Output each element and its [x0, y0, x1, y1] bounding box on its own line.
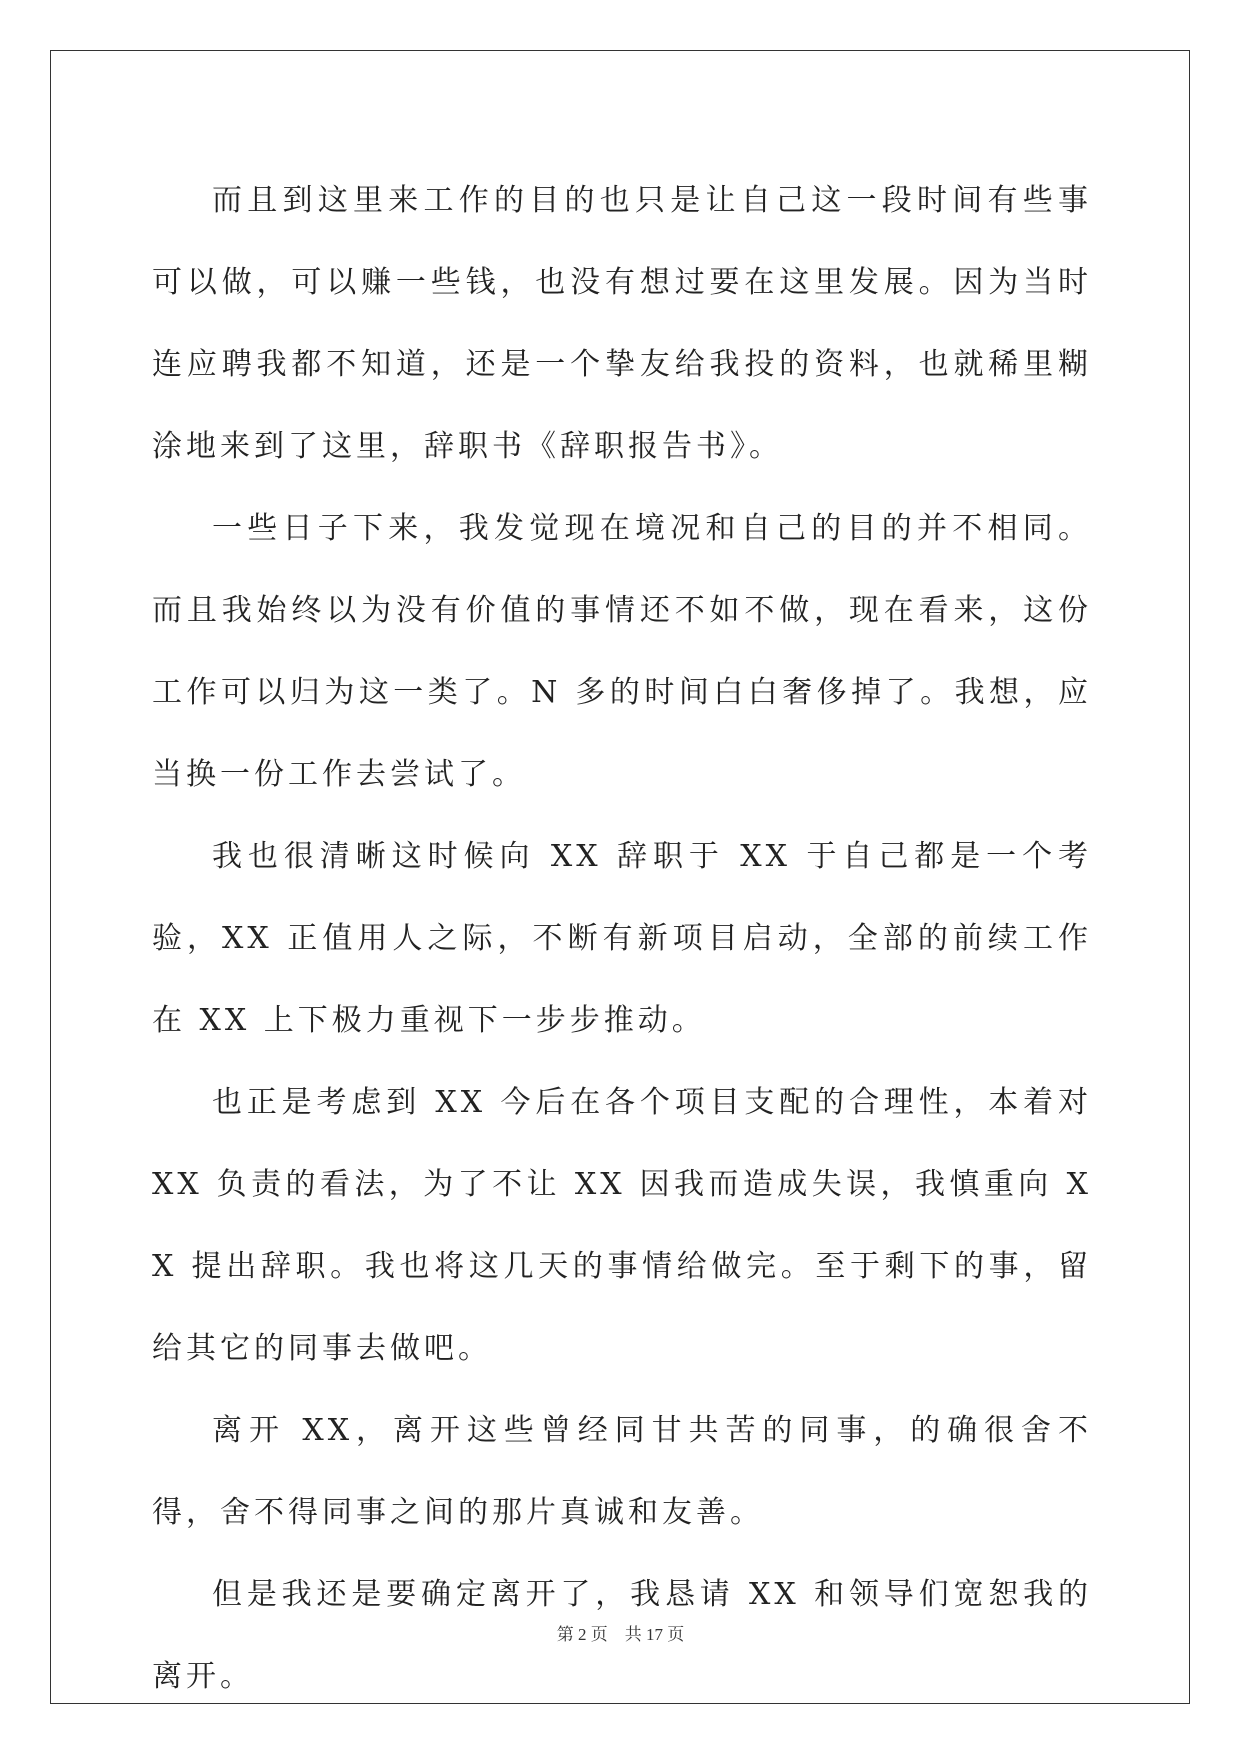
page-number-footer: 第 2 页 共 17 页 [556, 1625, 685, 1644]
paragraph-3: 我也很清晰这时候向 XX 辞职于 XX 于自己都是一个考验，XX 正值用人之际，不断有新项目启动，全部的前续工作在 XX 上下极力重视下一步步推动。 [152, 839, 1092, 1038]
paragraph-1: 而且到这里来工作的目的也只是让自己这一段时间有些事可以做，可以赚一些钱，也没有想过要在这里发展。因为当时连应聘我都不知道，还是一个挚友给我投的资料，也就稀里糊涂地来到了这里，辞职书《辞职报告书》。 [152, 183, 1092, 464]
paragraph-6: 但是我还是要确定离开了，我恳请 XX 和领导们宽恕我的离开。 [152, 1577, 1092, 1694]
document-body [152, 160, 1092, 1718]
paragraph-2: 一些日子下来，我发觉现在境况和自己的目的并不相同。而且我始终以为没有价值的事情还不如不做，现在看来，这份工作可以归为这一类了。N 多的时间白白奢侈掉了。我想，应当换一份工作去尝试了。 [152, 511, 1092, 792]
paragraph-5: 离开 XX，离开这些曾经同甘共苦的同事，的确很舍不得，舍不得同事之间的那片真诚和友善。 [152, 1413, 1092, 1530]
paragraph-4: 也正是考虑到 XX 今后在各个项目支配的合理性，本着对 XX 负责的看法，为了不让 XX 因我而造成失误，我慎重向 XX 提出辞职。我也将这几天的事情给做完。至于剩下的事，留给其它的同事去做吧。 [152, 1085, 1092, 1366]
